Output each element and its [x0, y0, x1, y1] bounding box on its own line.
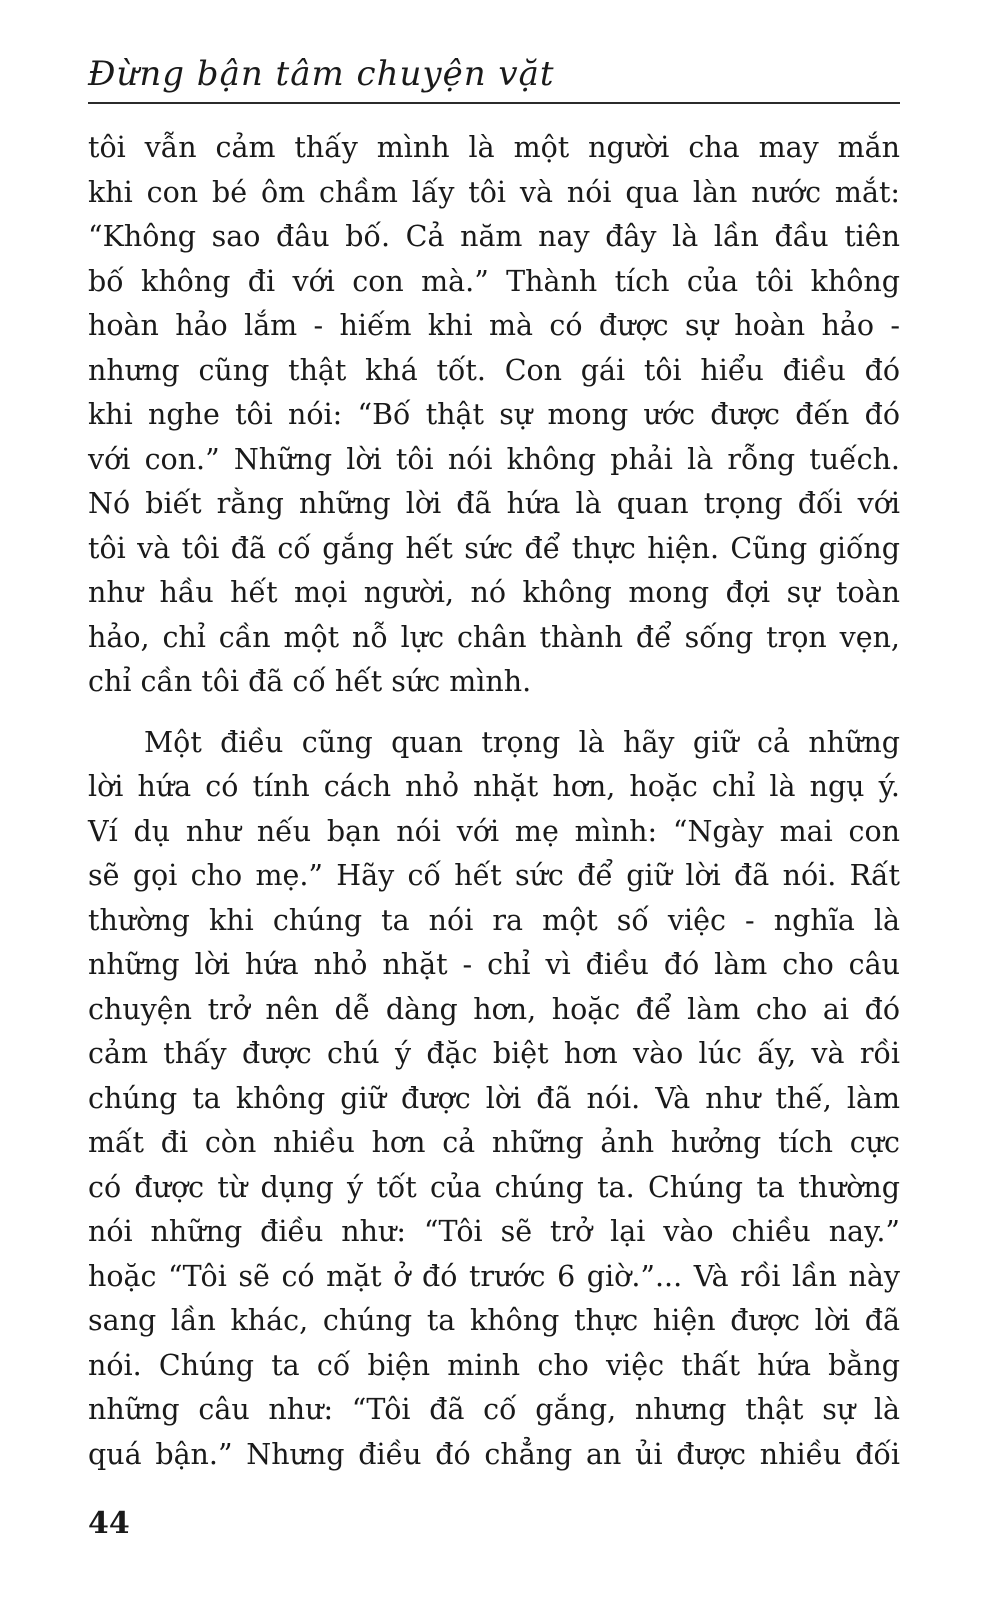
text-line: nói những điều như: “Tôi sẽ trở lại vào chiều nay.” — [88, 1215, 900, 1248]
text-line: những lời hứa nhỏ nhặt - chỉ vì điều đó làm cho câu — [88, 948, 900, 981]
text-line: hoặc “Tôi sẽ có mặt ở đó trước 6 giờ.”... Và rồi lần này — [88, 1259, 900, 1293]
text-line: Một điều cũng quan trọng là hãy giữ cả những — [144, 725, 900, 759]
text-line: tôi vẫn cảm thấy mình là một người cha may mắn — [88, 131, 900, 164]
text-line: hảo, chỉ cần một nỗ lực chân thành để sống trọn vẹn, — [88, 620, 900, 654]
text-line: có được từ dụng ý tốt của chúng ta. Chúng ta thường — [88, 1170, 900, 1204]
text-line: cảm thấy được chú ý đặc biệt hơn vào lúc ấy, và rồi — [88, 1037, 900, 1070]
text-line: những câu như: “Tôi đã cố gắng, nhưng thật sự là — [88, 1393, 900, 1426]
text-line: với con.” Những lời tôi nói không phải là rỗng tuếch. — [88, 442, 900, 476]
text-line: Ví dụ như nếu bạn nói với mẹ mình: “Ngày mai con — [88, 814, 900, 848]
text-line: lời hứa có tính cách nhỏ nhặt hơn, hoặc chỉ là ngụ ý. — [88, 770, 900, 803]
text-line: mất đi còn nhiều hơn cả những ảnh hưởng tích cực — [88, 1126, 900, 1159]
text-line: như hầu hết mọi người, nó không mong đợi sự toàn — [88, 576, 900, 609]
text-line: quá bận.” Nhưng điều đó chẳng an ủi được nhiều đối — [88, 1437, 900, 1471]
text-line: chỉ cần tôi đã cố hết sức mình. — [88, 665, 532, 698]
text-line: bố không đi với con mà.” Thành tích của tôi không — [88, 264, 900, 298]
text-line: khi con bé ôm chầm lấy tôi và nói qua làn nước mắt: — [88, 175, 900, 209]
text-line: chuyện trở nên dễ dàng hơn, hoặc để làm cho ai đó — [88, 992, 900, 1026]
text-line: chúng ta không giữ được lời đã nói. Và như thế, làm — [88, 1081, 900, 1115]
text-line: “Không sao đâu bố. Cả năm nay đây là lần đầu tiên — [88, 220, 900, 253]
text-line: thường khi chúng ta nói ra một số việc - nghĩa là — [88, 903, 900, 937]
text-line: khi nghe tôi nói: “Bố thật sự mong ước được đến đó — [88, 398, 900, 431]
header-divider — [88, 102, 900, 104]
page-number: 44 — [88, 1506, 130, 1541]
paragraph-1 — [88, 126, 900, 705]
text-line: Nó biết rằng những lời đã hứa là quan trọng đối với — [88, 487, 900, 520]
paragraph-gap — [88, 705, 900, 721]
text-line: tôi và tôi đã cố gắng hết sức để thực hiện. Cũng giống — [88, 531, 900, 565]
text-line: sẽ gọi cho mẹ.” Hãy cố hết sức để giữ lời đã nói. Rất — [88, 859, 900, 892]
text-line: sang lần khác, chúng ta không thực hiện được lời đã — [88, 1304, 900, 1337]
body-text — [88, 126, 900, 1477]
text-line: nhưng cũng thật khá tốt. Con gái tôi hiểu điều đó — [88, 353, 900, 387]
paragraph-2 — [88, 721, 900, 1478]
text-line: hoàn hảo lắm - hiếm khi mà có được sự hoàn hảo - — [88, 309, 900, 342]
text-line: nói. Chúng ta cố biện minh cho việc thất hứa bằng — [88, 1348, 900, 1382]
running-header-title: Đừng bận tâm chuyện vặt — [88, 54, 555, 94]
